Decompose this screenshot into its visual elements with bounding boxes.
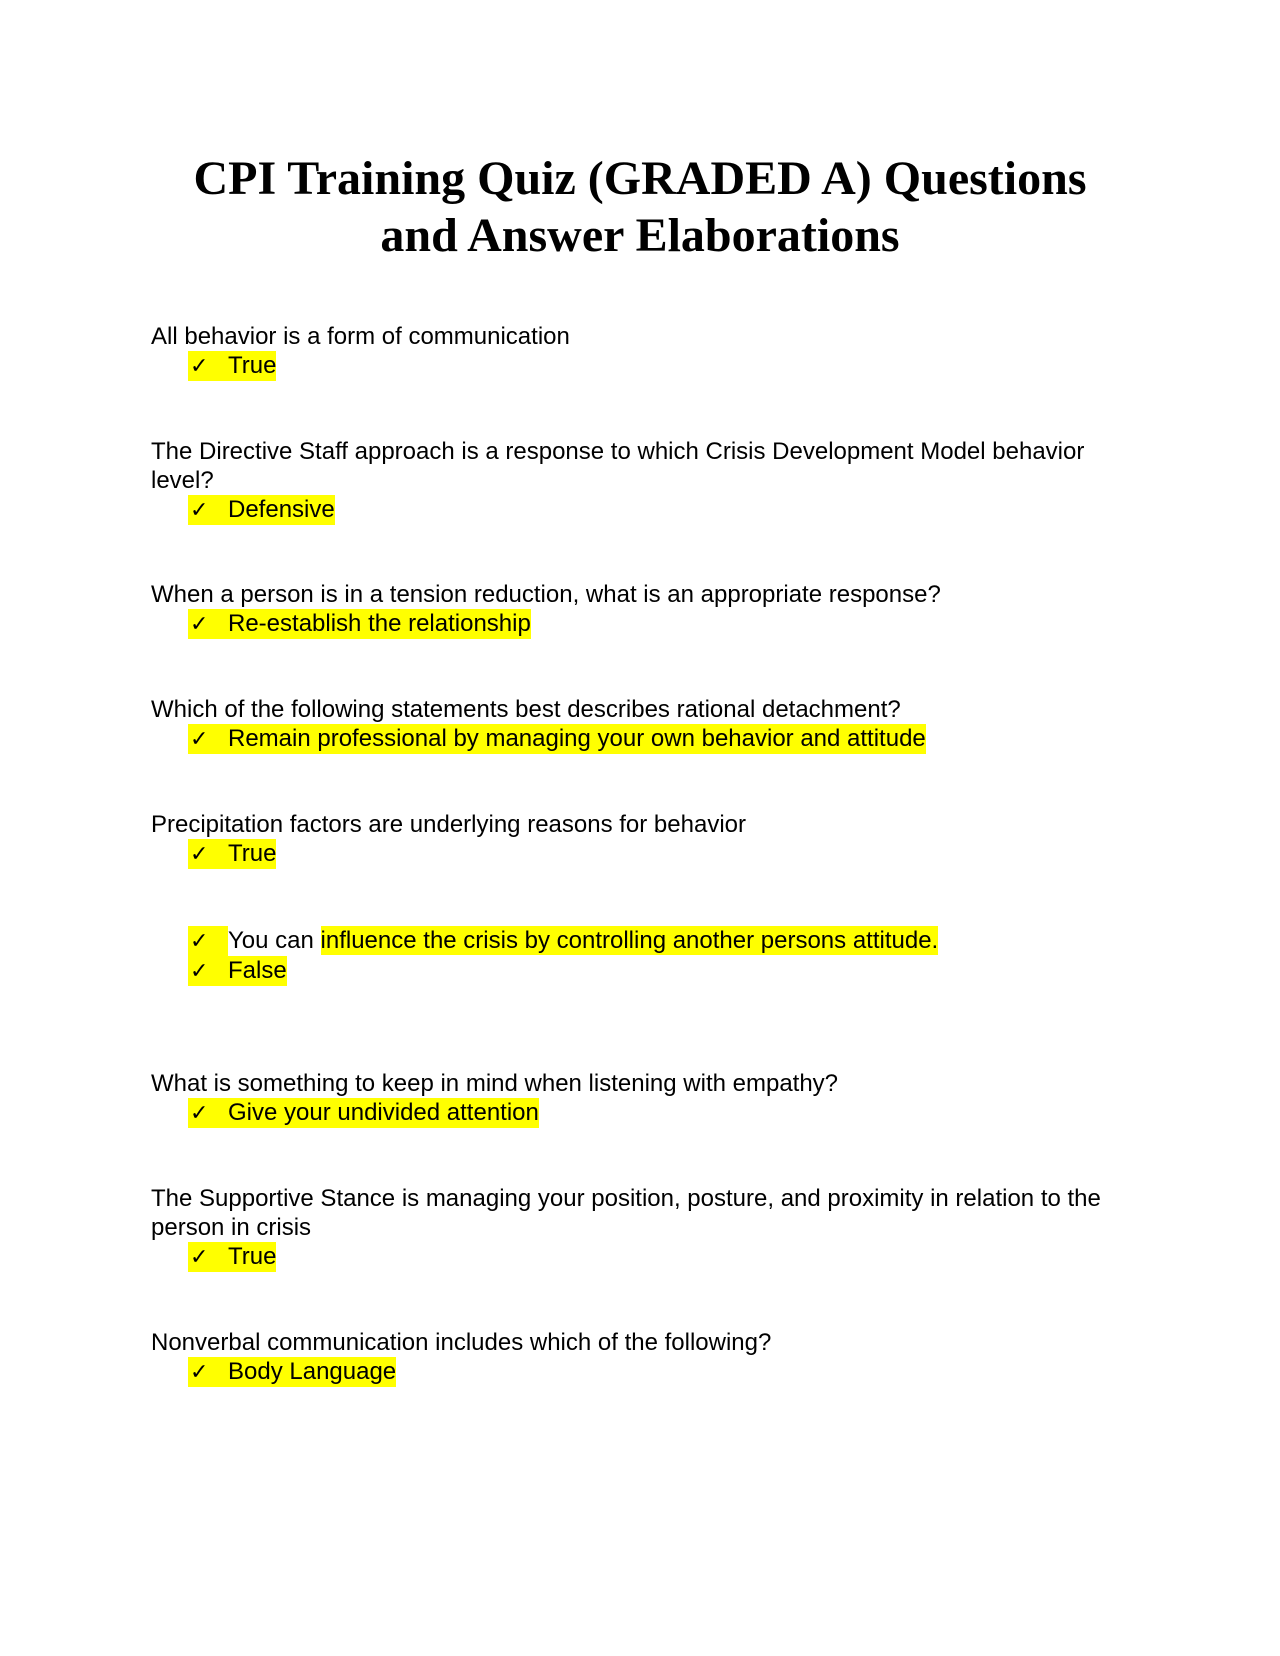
question-text: The Supportive Stance is managing your position, posture, and proximity in relation to the person in crisis	[151, 1185, 1101, 1241]
answer-text: True	[228, 352, 277, 379]
answer-text: True	[228, 840, 277, 867]
qa-item-2	[151, 437, 1141, 525]
answer-text: Remain professional by managing your own behavior and attitude	[228, 725, 926, 752]
answer-highlight	[188, 609, 531, 639]
question-text: When a person is in a tension reduction, what is an appropriate response?	[151, 581, 941, 608]
question-text: What is something to keep in mind when listening with empathy?	[151, 1070, 839, 1097]
qa-item-4	[151, 695, 1141, 754]
qa-item-6	[151, 926, 1141, 986]
answer-row	[151, 1242, 1141, 1272]
question-text: Precipitation factors are underlying reasons for behavior	[151, 811, 746, 838]
statement-highlight: influence the crisis by controlling another persons attitude.	[320, 927, 939, 954]
answer-highlight	[188, 956, 287, 986]
answer-text: False	[228, 957, 287, 984]
checkmark-icon: ✓	[190, 1245, 209, 1270]
answer-text: Body Language	[228, 1358, 397, 1385]
answer-row	[151, 609, 1141, 639]
qa-item-3	[151, 580, 1141, 639]
checkmark-icon: ✓	[190, 959, 209, 984]
question-text: All behavior is a form of communication	[151, 323, 570, 350]
answer-highlight	[188, 1242, 276, 1272]
question-text: Nonverbal communication includes which of the following?	[151, 1329, 772, 1356]
answer-highlight	[188, 495, 335, 525]
title-line-2: and Answer Elaborations	[380, 209, 900, 262]
checkmark-icon: ✓	[190, 1101, 209, 1126]
question-text: Which of the following statements best describes rational detachment?	[151, 696, 901, 723]
question-text: The Directive Staff approach is a response to which Crisis Development Model behavior level?	[151, 438, 1085, 494]
answer-row	[151, 839, 1141, 869]
check-highlight	[188, 926, 228, 956]
answer-text: True	[228, 1243, 277, 1270]
qa-item-9	[151, 1328, 1141, 1387]
checkmark-icon: ✓	[190, 929, 209, 954]
answer-row	[151, 1098, 1141, 1128]
answer-highlight	[188, 1357, 396, 1387]
qa-item-7	[151, 1069, 1141, 1128]
statement-prefix: You can	[228, 927, 321, 954]
answer-text: Give your undivided attention	[228, 1099, 539, 1126]
checkmark-icon: ✓	[190, 842, 209, 867]
checkmark-icon: ✓	[190, 498, 209, 523]
answer-text: Defensive	[228, 496, 335, 523]
document-title	[100, 150, 1180, 264]
title-line-1: CPI Training Quiz (GRADED A) Questions	[193, 152, 1087, 205]
checkmark-icon: ✓	[190, 354, 209, 379]
answer-row	[151, 956, 1141, 986]
checkmark-icon: ✓	[190, 612, 209, 637]
checkmark-icon: ✓	[190, 1360, 209, 1385]
answer-row	[151, 724, 1141, 754]
qa-item-1	[151, 322, 1141, 381]
answer-highlight	[188, 839, 276, 869]
qa-item-5	[151, 810, 1141, 869]
answer-highlight	[188, 724, 926, 754]
answer-row	[151, 1357, 1141, 1387]
answer-row	[151, 351, 1141, 381]
answer-highlight	[188, 1098, 539, 1128]
answer-text: Re-establish the relationship	[228, 610, 531, 637]
statement-row	[151, 926, 1141, 956]
answer-highlight	[188, 351, 276, 381]
checkmark-icon: ✓	[190, 727, 209, 752]
answer-row	[151, 495, 1141, 525]
qa-item-8	[151, 1184, 1141, 1272]
